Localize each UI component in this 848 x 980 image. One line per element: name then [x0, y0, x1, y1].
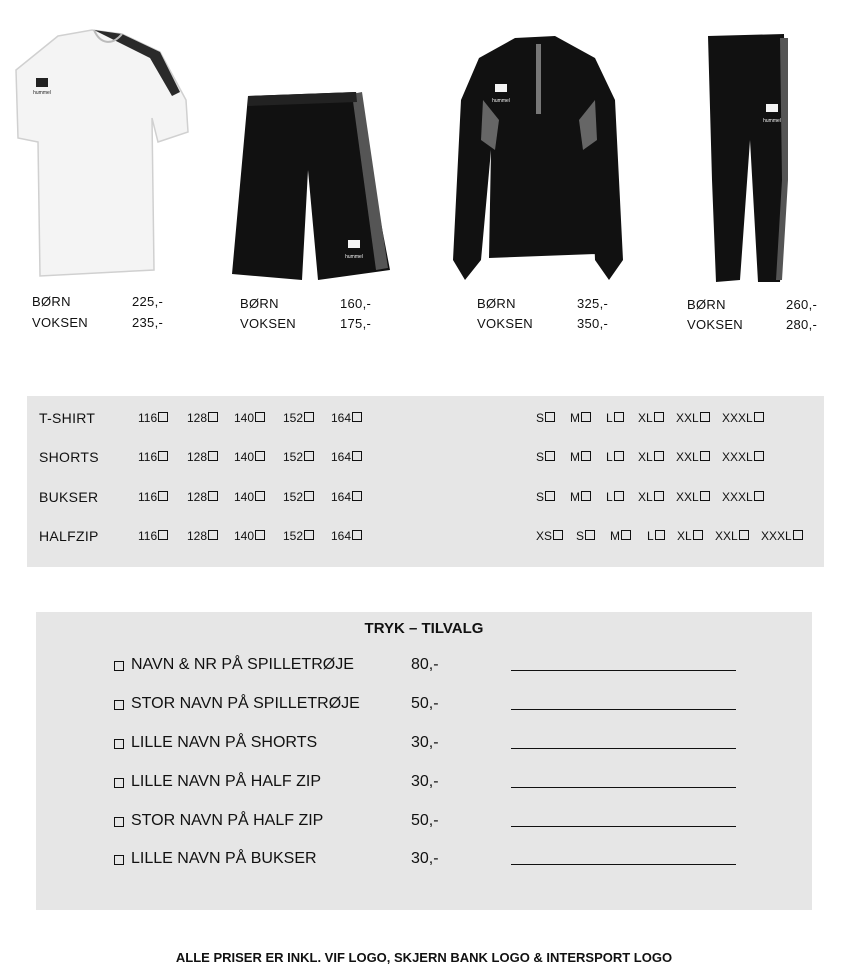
- product-tshirt: [0, 0, 200, 290]
- size-checkbox[interactable]: [614, 451, 624, 461]
- size-option[interactable]: [638, 450, 664, 464]
- size-option-label: 140: [234, 411, 255, 425]
- price-value: 225,-: [132, 294, 164, 309]
- size-option[interactable]: [677, 529, 703, 543]
- print-option: [36, 734, 812, 756]
- size-option-label: XXL: [715, 529, 738, 543]
- price-label: VOKSEN: [477, 316, 533, 331]
- price-label: BØRN: [32, 294, 71, 309]
- price-label: VOKSEN: [32, 315, 88, 330]
- size-checkbox[interactable]: [553, 530, 563, 540]
- size-option-label: 140: [234, 490, 255, 504]
- print-options-title: TRYK – TILVALG: [364, 620, 484, 637]
- size-option[interactable]: [138, 450, 168, 464]
- price-value: 350,-: [577, 316, 609, 331]
- size-option[interactable]: [722, 490, 764, 504]
- size-option-label: XXXL: [722, 450, 753, 464]
- print-option-label: LILLE NAVN PÅ SHORTS: [131, 734, 318, 751]
- print-option-checkbox[interactable]: [114, 700, 124, 710]
- size-option[interactable]: [331, 450, 362, 464]
- size-option-label: XXL: [676, 490, 699, 504]
- size-option-label: 140: [234, 529, 255, 543]
- price-value: 175,-: [340, 316, 372, 331]
- size-option[interactable]: [761, 529, 803, 543]
- print-option-write-line[interactable]: [511, 864, 736, 865]
- size-checkbox[interactable]: [352, 451, 362, 461]
- hummel-logo-text: hummel: [345, 254, 363, 260]
- price-value: 160,-: [340, 296, 372, 311]
- product-halfzip: [445, 30, 635, 290]
- size-option-label: 152: [283, 529, 304, 543]
- size-checkbox[interactable]: [581, 412, 591, 422]
- size-option-label: S: [576, 529, 585, 543]
- size-checkbox[interactable]: [693, 530, 703, 540]
- size-option[interactable]: [283, 490, 314, 504]
- size-option-label: XXL: [676, 411, 699, 425]
- print-option-label: NAVN & NR PÅ SPILLETRØJE: [131, 656, 354, 673]
- price-label: BØRN: [240, 296, 279, 311]
- size-checkbox[interactable]: [304, 530, 314, 540]
- size-option[interactable]: [536, 529, 563, 543]
- size-checkbox[interactable]: [158, 412, 168, 422]
- size-checkbox[interactable]: [208, 451, 218, 461]
- halfzip-image: [445, 30, 635, 290]
- size-checkbox[interactable]: [581, 451, 591, 461]
- size-option[interactable]: [715, 529, 749, 543]
- size-option[interactable]: [536, 450, 555, 464]
- size-option[interactable]: [676, 490, 710, 504]
- size-option-label: XL: [677, 529, 692, 543]
- size-option-label: L: [606, 450, 613, 464]
- price-value: 235,-: [132, 315, 164, 330]
- print-option-label: STOR NAVN PÅ HALF ZIP: [131, 812, 324, 829]
- product-shorts: [230, 80, 400, 290]
- price-label: BØRN: [477, 296, 516, 311]
- product-pants: [700, 30, 800, 290]
- size-option-label: 128: [187, 490, 208, 504]
- hummel-logo-text: hummel: [492, 98, 510, 104]
- size-option[interactable]: [187, 490, 218, 504]
- size-checkbox[interactable]: [255, 491, 265, 501]
- size-checkbox[interactable]: [655, 530, 665, 540]
- size-checkbox[interactable]: [352, 530, 362, 540]
- size-checkbox[interactable]: [621, 530, 631, 540]
- size-option[interactable]: [138, 490, 168, 504]
- size-option[interactable]: [138, 411, 168, 425]
- print-option-write-line[interactable]: [511, 748, 736, 749]
- print-option: [36, 850, 812, 872]
- size-checkbox[interactable]: [352, 491, 362, 501]
- size-option-label: 128: [187, 450, 208, 464]
- size-option-label: 152: [283, 411, 304, 425]
- size-option-label: L: [606, 490, 613, 504]
- size-option-label: 164: [331, 529, 352, 543]
- size-option-label: 164: [331, 490, 352, 504]
- size-checkbox[interactable]: [793, 530, 803, 540]
- print-option-price: 80,-: [411, 656, 439, 673]
- size-checkbox[interactable]: [255, 412, 265, 422]
- size-row: [27, 410, 824, 430]
- tshirt-image: [0, 0, 200, 290]
- size-option[interactable]: [638, 411, 664, 425]
- size-checkbox[interactable]: [654, 491, 664, 501]
- size-option[interactable]: [187, 450, 218, 464]
- size-option-label: L: [647, 529, 654, 543]
- size-checkbox[interactable]: [581, 491, 591, 501]
- size-option[interactable]: [576, 529, 595, 543]
- size-option[interactable]: [283, 411, 314, 425]
- print-option-write-line[interactable]: [511, 826, 736, 827]
- price-value: 325,-: [577, 296, 609, 311]
- size-option[interactable]: [570, 411, 591, 425]
- print-options-panel: [36, 612, 812, 910]
- print-option-write-line[interactable]: [511, 709, 736, 710]
- size-checkbox[interactable]: [208, 412, 218, 422]
- size-option-label: 152: [283, 490, 304, 504]
- size-option[interactable]: [187, 529, 218, 543]
- size-row: [27, 528, 824, 548]
- size-checkbox[interactable]: [739, 530, 749, 540]
- size-option-label: 164: [331, 450, 352, 464]
- print-option-checkbox[interactable]: [114, 778, 124, 788]
- size-option-label: 116: [138, 490, 158, 504]
- size-option[interactable]: [722, 450, 764, 464]
- size-option[interactable]: [138, 529, 168, 543]
- size-option-label: 164: [331, 411, 352, 425]
- print-option-price: 30,-: [411, 773, 439, 790]
- pants-image: [700, 30, 800, 290]
- size-option-label: XXXL: [722, 411, 753, 425]
- size-row: [27, 449, 824, 469]
- size-option-label: 116: [138, 450, 158, 464]
- size-row-label: BUKSER: [39, 489, 99, 505]
- print-option-price: 50,-: [411, 812, 439, 829]
- print-option-label: STOR NAVN PÅ SPILLETRØJE: [131, 695, 360, 712]
- size-option-label: XS: [536, 529, 553, 543]
- size-option[interactable]: [536, 411, 555, 425]
- size-checkbox[interactable]: [158, 491, 168, 501]
- size-option[interactable]: [331, 411, 362, 425]
- size-checkbox[interactable]: [700, 491, 710, 501]
- size-checkbox[interactable]: [754, 412, 764, 422]
- size-option[interactable]: [647, 529, 665, 543]
- print-option-checkbox[interactable]: [114, 661, 124, 671]
- shorts-image: [230, 80, 400, 290]
- print-option-checkbox[interactable]: [114, 739, 124, 749]
- print-option: [36, 695, 812, 717]
- size-checkbox[interactable]: [304, 491, 314, 501]
- print-option-label: LILLE NAVN PÅ BUKSER: [131, 850, 317, 867]
- size-option-label: M: [610, 529, 620, 543]
- print-option-write-line[interactable]: [511, 670, 736, 671]
- print-option: [36, 773, 812, 795]
- size-checkbox[interactable]: [754, 491, 764, 501]
- print-option-checkbox[interactable]: [114, 817, 124, 827]
- size-checkbox[interactable]: [545, 451, 555, 461]
- size-checkbox[interactable]: [700, 412, 710, 422]
- size-option-label: 116: [138, 411, 158, 425]
- price-value: 260,-: [786, 297, 818, 312]
- size-option[interactable]: [606, 411, 624, 425]
- size-checkbox[interactable]: [545, 491, 555, 501]
- size-option-label: 128: [187, 411, 208, 425]
- size-checkbox[interactable]: [700, 451, 710, 461]
- size-checkbox[interactable]: [614, 412, 624, 422]
- size-checkbox[interactable]: [158, 530, 168, 540]
- size-option[interactable]: [283, 529, 314, 543]
- print-option: [36, 812, 812, 834]
- size-option-label: S: [536, 411, 545, 425]
- size-option-label: 152: [283, 450, 304, 464]
- size-row-label: T-SHIRT: [39, 410, 96, 426]
- size-checkbox[interactable]: [754, 451, 764, 461]
- size-row: [27, 489, 824, 509]
- size-option-label: S: [536, 450, 545, 464]
- size-row-label: SHORTS: [39, 449, 99, 465]
- size-checkbox[interactable]: [614, 491, 624, 501]
- size-option[interactable]: [331, 490, 362, 504]
- size-checkbox[interactable]: [208, 530, 218, 540]
- size-option[interactable]: [187, 411, 218, 425]
- print-option-write-line[interactable]: [511, 787, 736, 788]
- hummel-logo-text: hummel: [33, 90, 51, 96]
- size-option-label: XL: [638, 490, 653, 504]
- size-option[interactable]: [283, 450, 314, 464]
- price-label: VOKSEN: [687, 317, 743, 332]
- footer-note: ALLE PRISER ER INKL. VIF LOGO, SKJERN BANK LOGO & INTERSPORT LOGO: [175, 950, 673, 965]
- size-option[interactable]: [234, 450, 265, 464]
- size-checkbox[interactable]: [208, 491, 218, 501]
- print-option-checkbox[interactable]: [114, 855, 124, 865]
- size-option-label: S: [536, 490, 545, 504]
- price-value: 280,-: [786, 317, 818, 332]
- size-option[interactable]: [606, 490, 624, 504]
- print-option-label: LILLE NAVN PÅ HALF ZIP: [131, 773, 321, 790]
- hummel-logo-text: hummel: [763, 118, 781, 124]
- size-option[interactable]: [570, 450, 591, 464]
- size-option-label: 140: [234, 450, 255, 464]
- size-option-label: XXL: [676, 450, 699, 464]
- size-option[interactable]: [570, 490, 591, 504]
- size-checkbox[interactable]: [158, 451, 168, 461]
- size-checkbox[interactable]: [654, 451, 664, 461]
- size-option[interactable]: [610, 529, 631, 543]
- print-option: [36, 656, 812, 678]
- size-option-label: 128: [187, 529, 208, 543]
- price-label: BØRN: [687, 297, 726, 312]
- size-option[interactable]: [234, 529, 265, 543]
- size-option-label: L: [606, 411, 613, 425]
- size-option[interactable]: [638, 490, 664, 504]
- size-option-label: XXXL: [761, 529, 792, 543]
- size-option[interactable]: [676, 411, 710, 425]
- size-checkbox[interactable]: [304, 451, 314, 461]
- size-option-label: XXXL: [722, 490, 753, 504]
- size-checkbox[interactable]: [255, 451, 265, 461]
- size-option-label: M: [570, 450, 580, 464]
- size-checkbox[interactable]: [304, 412, 314, 422]
- size-selection-panel: [27, 396, 824, 567]
- size-option-label: 116: [138, 529, 158, 543]
- price-label: VOKSEN: [240, 316, 296, 331]
- size-option[interactable]: [676, 450, 710, 464]
- size-checkbox[interactable]: [352, 412, 362, 422]
- size-option[interactable]: [234, 411, 265, 425]
- size-checkbox[interactable]: [255, 530, 265, 540]
- print-option-price: 30,-: [411, 734, 439, 751]
- size-option[interactable]: [722, 411, 764, 425]
- print-option-price: 50,-: [411, 695, 439, 712]
- size-row-label: HALFZIP: [39, 528, 99, 544]
- size-option-label: M: [570, 490, 580, 504]
- size-option[interactable]: [331, 529, 362, 543]
- print-option-price: 30,-: [411, 850, 439, 867]
- size-checkbox[interactable]: [654, 412, 664, 422]
- size-option[interactable]: [234, 490, 265, 504]
- size-option-label: M: [570, 411, 580, 425]
- size-checkbox[interactable]: [545, 412, 555, 422]
- size-checkbox[interactable]: [585, 530, 595, 540]
- size-option[interactable]: [606, 450, 624, 464]
- size-option-label: XL: [638, 450, 653, 464]
- size-option[interactable]: [536, 490, 555, 504]
- size-option-label: XL: [638, 411, 653, 425]
